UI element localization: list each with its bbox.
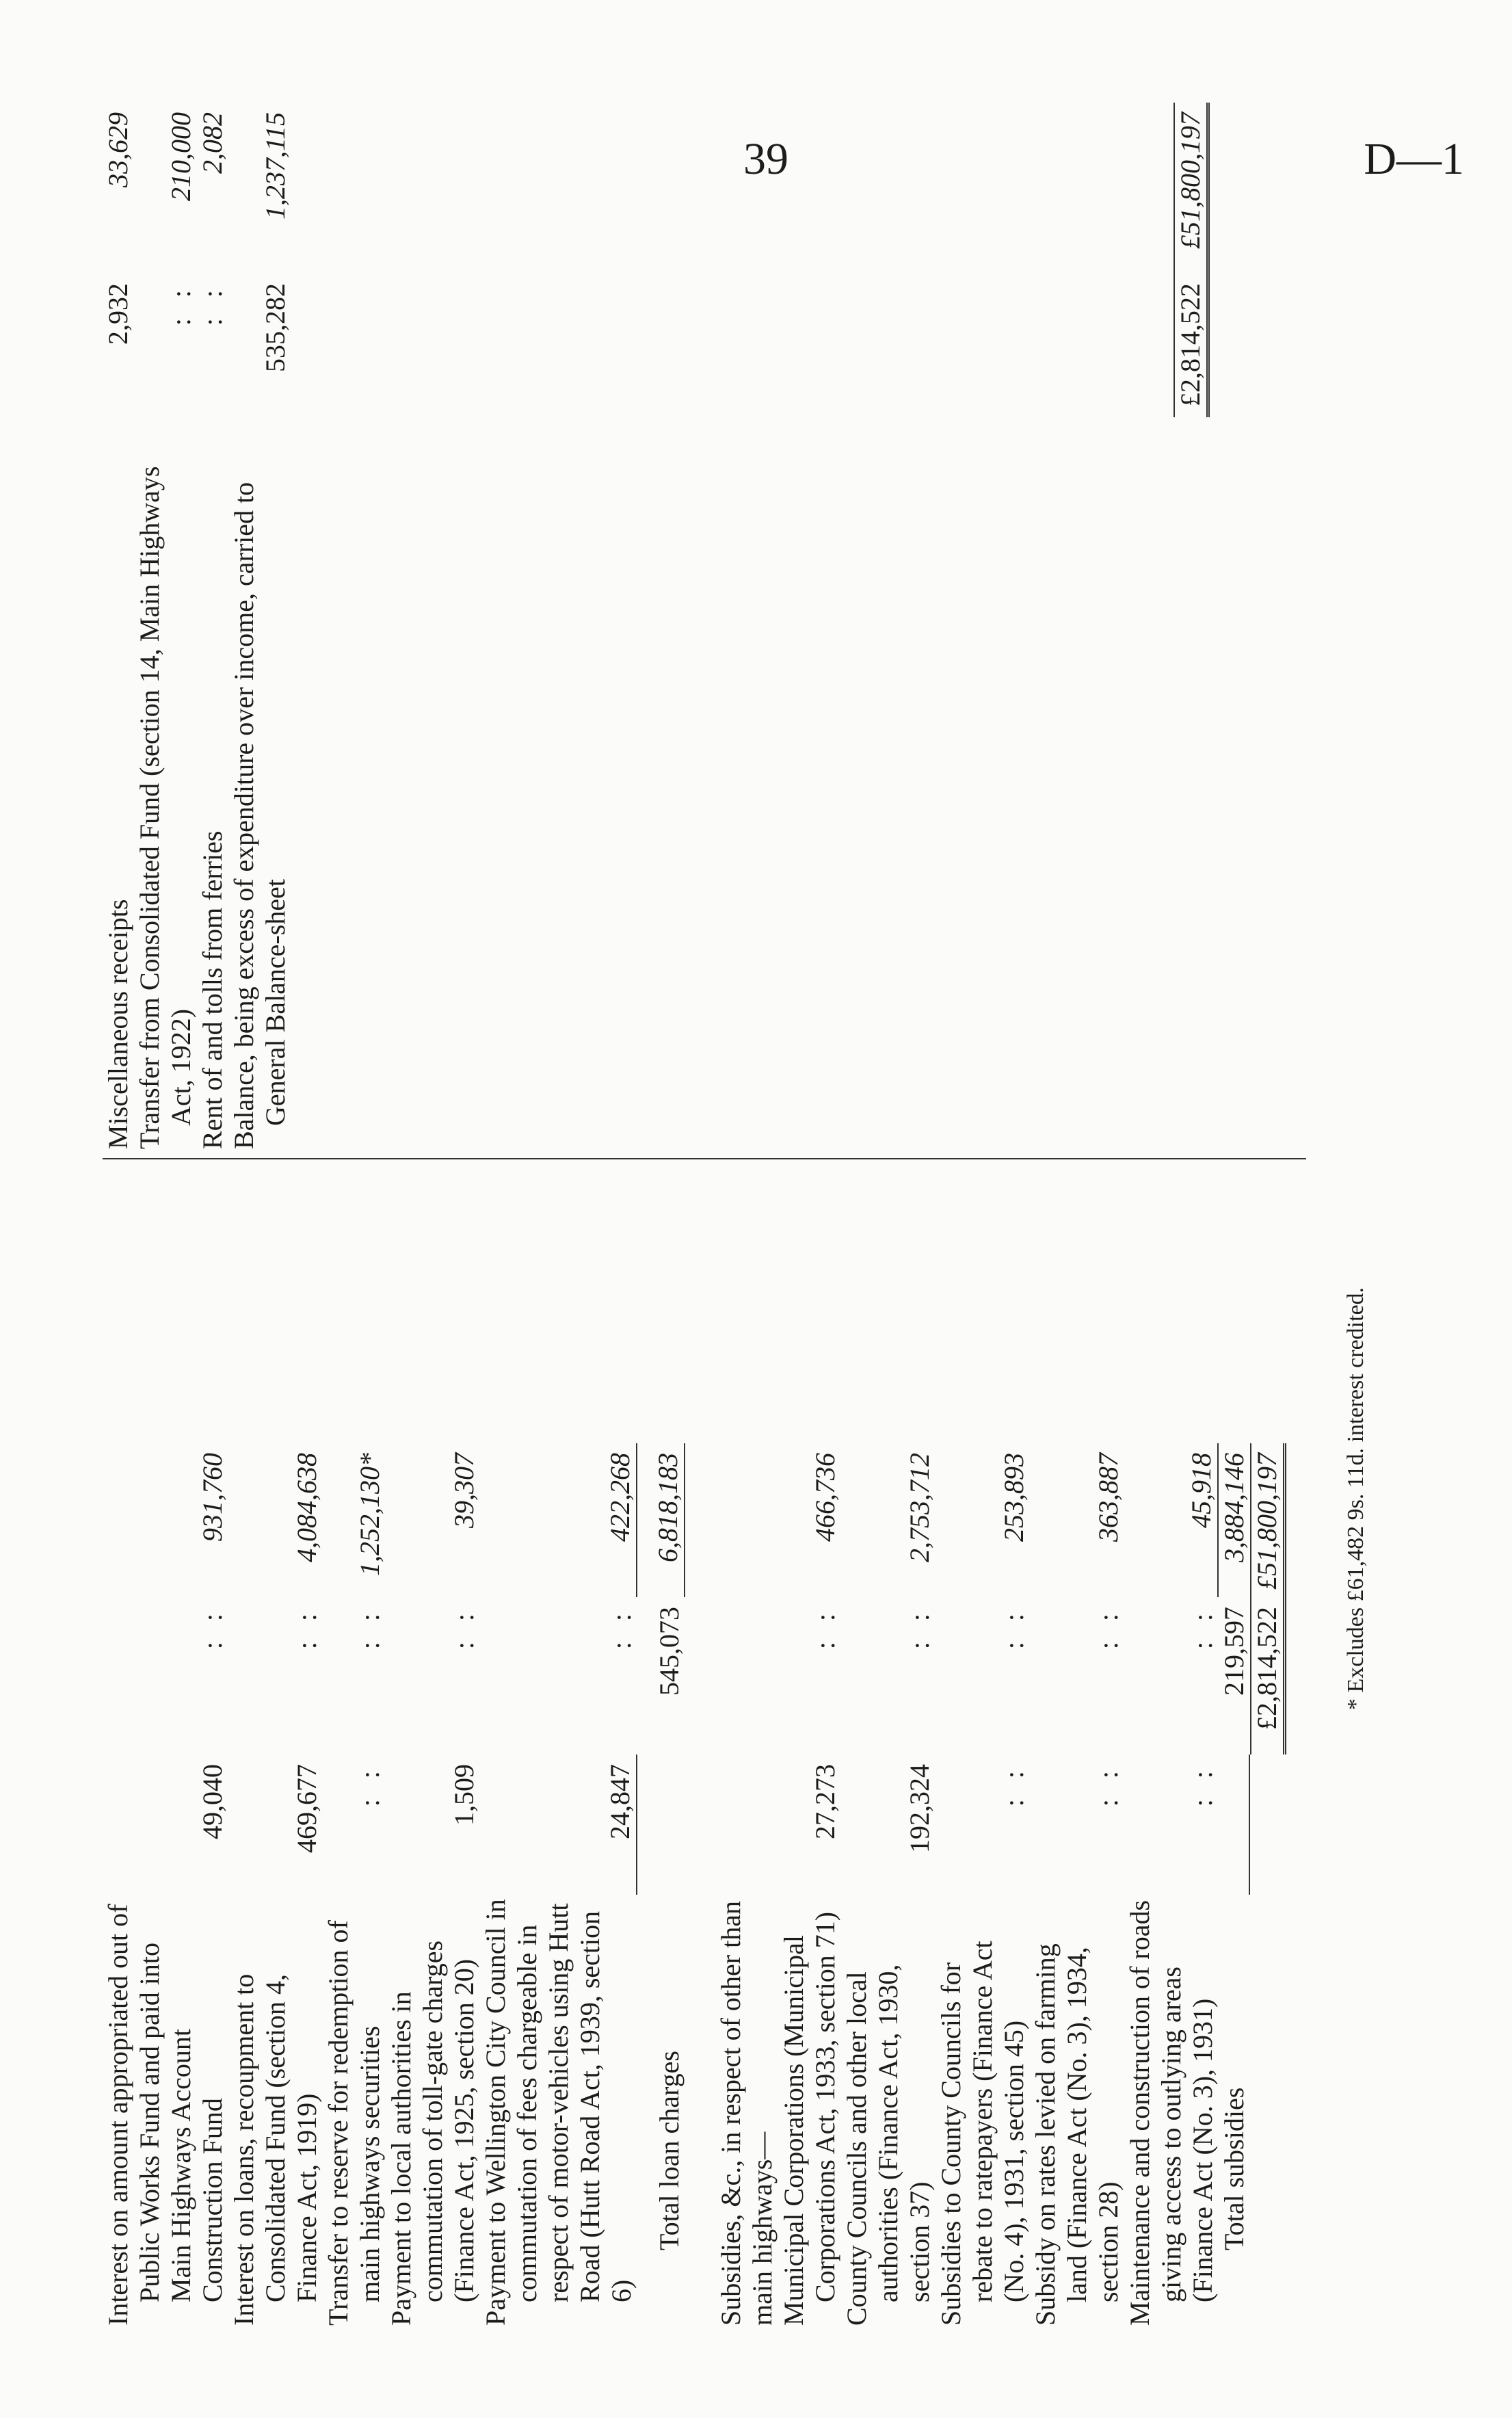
table-row — [1124, 1163, 1219, 2326]
loan-total-amount: 6,818,183 — [652, 1443, 685, 1597]
row-amount-total: 2,753,712 — [904, 1453, 935, 1562]
footnote: * Excludes £61,482 9s. 11d. interest credited. — [1343, 1287, 1368, 1710]
subsidy-total-sub: 219,597 — [1219, 1607, 1249, 1696]
row-amount-year: 535,282 — [260, 283, 291, 372]
table-row — [778, 1163, 841, 2326]
row-label: Payment to Wellington City Council in commutation of fees chargeable in respect of motor-vehicles using Hutt Road (Hutt Road Act, 1939, section 6) — [480, 1899, 637, 2326]
row-amount-total: 422,268 — [605, 1443, 637, 1597]
row-amount-total: 4,084,638 — [291, 1453, 322, 1562]
row-amount-year: : : — [998, 1764, 1029, 1807]
row-label: County Councils and other local authorities (Finance Act, 1930, section 37) — [841, 1964, 935, 2326]
row-label: Rent of and tolls from ferries — [197, 830, 228, 1149]
table-row — [228, 103, 291, 1149]
row-amount-year: : : — [197, 283, 228, 326]
row-amount-total: 210,000 — [165, 112, 196, 201]
row-amount-year: : : — [354, 1764, 385, 1807]
subsidy-total-row — [1219, 1163, 1250, 2326]
row-amount-sub: : : — [1187, 1607, 1218, 1650]
left-grand-total-amount: £51,800,197 — [1250, 1443, 1286, 1597]
row-label: Subsidies to County Councils for rebate to ratepayers (Finance Act (No. 4), 1931, section 45) — [936, 1941, 1029, 2326]
row-label: Miscellaneous receipts — [103, 899, 133, 1149]
left-grand-total-sub: £2,814,522 — [1250, 1597, 1286, 1755]
row-label: Maintenance and construction of roads giving access to outlying areas (Finance Act (No. 3), 1931) — [1124, 1900, 1218, 2326]
row-amount-year: : : — [1093, 1764, 1124, 1807]
document-reference: D—1 — [1364, 134, 1464, 184]
row-amount-total: 39,307 — [449, 1453, 479, 1528]
row-amount-sub: : : — [1093, 1607, 1124, 1650]
expenditure-column — [103, 1163, 1286, 2326]
table-row — [841, 1163, 936, 2326]
subsidies-heading: Subsidies, &c., in respect of other than main highways— — [715, 1901, 778, 2326]
row-amount-year: : : — [165, 283, 196, 326]
page-number: 39 — [743, 134, 788, 184]
row-amount-total: 253,893 — [998, 1453, 1029, 1542]
table-row — [103, 1163, 228, 2326]
row-amount-year: 469,677 — [291, 1764, 322, 1853]
subsidies-heading-row — [715, 1163, 778, 2326]
row-amount-year: 192,324 — [904, 1764, 935, 1853]
row-amount-year: 27,273 — [810, 1764, 840, 1839]
row-amount-total: 931,760 — [197, 1453, 228, 1542]
row-amount-total: 2,082 — [197, 112, 228, 174]
row-amount-year: : : — [1187, 1764, 1218, 1807]
right-grand-total-amount: £51,800,197 — [1173, 103, 1210, 274]
table-row — [936, 1163, 1030, 2326]
row-label: Payment to local authorities in commutation of toll-gate charges (Finance Act, 1925, section 20) — [386, 1940, 479, 2326]
row-label: Interest on amount appropriated out of Public Works Fund and paid into Main Highways Account Construction Fund — [103, 1904, 228, 2326]
table-row — [386, 1163, 480, 2326]
table-row — [103, 103, 134, 1149]
loan-total-sub: 545,073 — [654, 1607, 685, 1696]
row-amount-total: 1,237,115 — [260, 112, 291, 220]
row-amount-total: 363,887 — [1093, 1453, 1124, 1542]
row-amount-total: 466,736 — [810, 1453, 840, 1542]
loan-total-label: Total loan charges — [654, 2051, 685, 2250]
table-row — [197, 103, 228, 1149]
right-grand-total-row — [1173, 103, 1210, 1149]
row-amount-sub: : : — [291, 1607, 322, 1650]
row-amount-sub: : : — [904, 1607, 935, 1650]
row-amount-year: 1,509 — [449, 1764, 479, 1826]
row-amount-total: 1,252,130* — [354, 1453, 385, 1576]
row-label: Interest on loans, recoupment to Consolidated Fund (section 4, Finance Act, 1919) — [228, 1973, 322, 2326]
left-grand-total-row — [1250, 1163, 1286, 2326]
subsidy-total-label: Total subsidies — [1219, 2087, 1249, 2250]
right-grand-total-sub: £2,814,522 — [1173, 274, 1210, 417]
loan-total-row — [652, 1163, 685, 2326]
table-row — [323, 1163, 386, 2326]
row-amount-year: 2,932 — [103, 283, 133, 345]
row-amount-sub: : : — [998, 1607, 1029, 1650]
row-label: Transfer from Consolidated Fund (section 14, Main Highways Act, 1922) — [134, 466, 196, 1149]
row-label: Municipal Corporations (Municipal Corporations Act, 1933, section 71) — [778, 1911, 840, 2326]
row-label: Balance, being excess of expenditure over income, carried to General Balance-sheet — [228, 482, 291, 1149]
row-amount-sub: : : — [606, 1607, 637, 1650]
rotated-account-table — [103, 103, 1368, 2326]
column-divider — [103, 1158, 1306, 1159]
row-amount-total: 45,918 — [1186, 1443, 1219, 1597]
row-amount-sub: : : — [810, 1607, 840, 1650]
row-amount-sub: : : — [449, 1607, 479, 1650]
row-amount-year: 24,847 — [605, 1755, 637, 1895]
receipts-column — [103, 103, 1210, 1149]
table-row — [1030, 1163, 1124, 2326]
table-row — [228, 1163, 323, 2326]
table-row — [480, 1163, 637, 2326]
table-row — [134, 103, 197, 1149]
row-label: Transfer to reserve for redemption of main highways securities — [323, 1920, 385, 2326]
row-amount-sub: : : — [197, 1607, 228, 1650]
row-amount-total: 33,629 — [103, 112, 133, 187]
row-amount-sub: : : — [354, 1607, 385, 1650]
subsidy-total-amount: 3,884,146 — [1219, 1453, 1249, 1562]
row-amount-year: 49,040 — [197, 1764, 228, 1839]
row-label: Subsidy on rates levied on farming land (Finance Act (No. 3), 1934, section 28) — [1030, 1943, 1124, 2326]
